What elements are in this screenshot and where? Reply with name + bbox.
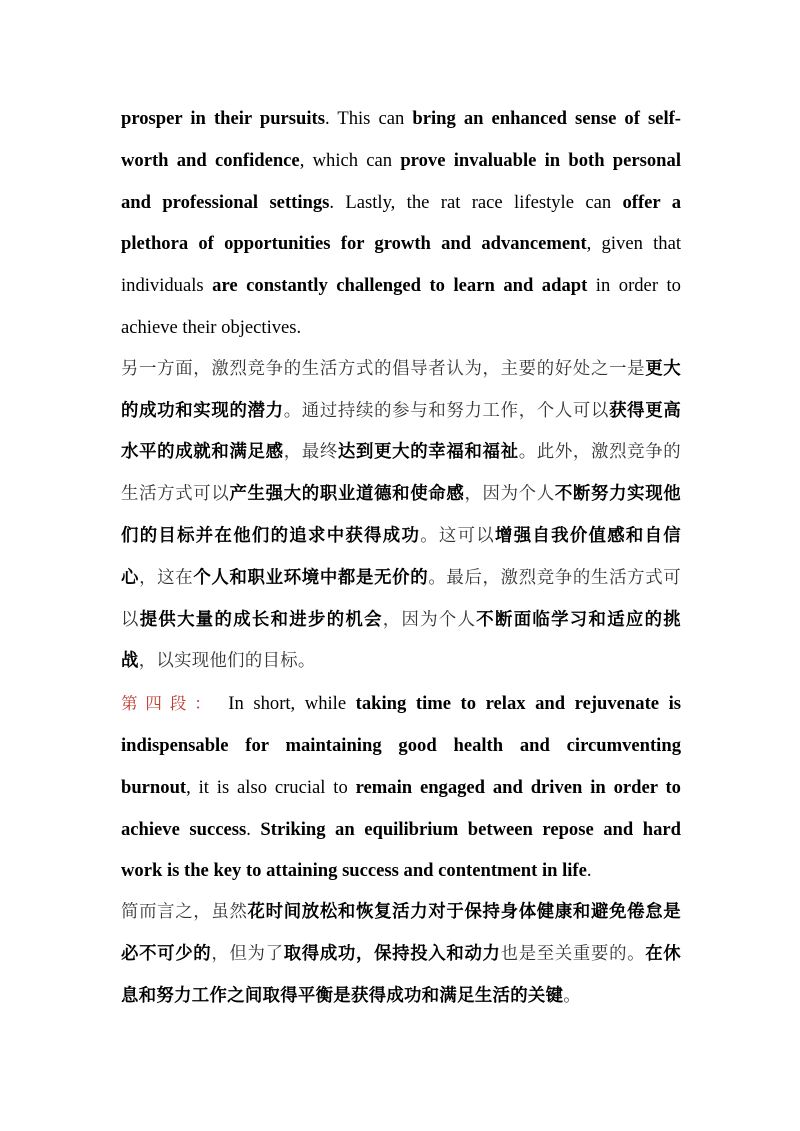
document-page: [121, 98, 681, 1018]
bold-phrase: 获得更高水平的成就和满足感: [121, 400, 682, 463]
text-run: , it is also crucial to: [186, 776, 356, 798]
bold-phrase: bring an enhanced sense of self-worth and confidence: [121, 108, 681, 171]
bold-phrase: 取得成功，保持投入和动力: [283, 943, 501, 964]
bold-phrase: 在休息和努力工作之间取得平衡是获得成功和满足生活的关键: [121, 943, 682, 1006]
bold-phrase: remain engaged and driven in order to achieve success: [121, 776, 681, 840]
text-run: 简而言之，虽然: [121, 902, 248, 923]
text-run: .: [586, 860, 592, 882]
english-paragraph-2: [121, 683, 681, 892]
bold-phrase: prove invaluable in both personal and professional settings: [121, 149, 681, 213]
bold-phrase: 产生强大的职业道德和使命感: [229, 484, 465, 505]
chinese-paragraph-1: [121, 349, 681, 683]
text-run: ，以实现他们的目标。: [138, 651, 316, 672]
text-run: 。此外，激烈竞争的生活方式可以: [121, 442, 681, 505]
text-run: 。通过持续的参与和努力工作，个人可以: [283, 400, 610, 421]
chinese-paragraph-2: [121, 892, 681, 1017]
english-paragraph-1: [121, 98, 681, 349]
text-run: . This can: [324, 108, 413, 129]
text-run: 。: [563, 985, 581, 1006]
bold-phrase: prosper in their pursuits: [121, 108, 325, 129]
text-run: 也是至关重要的。: [500, 943, 646, 964]
bold-phrase: are constantly challenged to learn and adapt: [212, 275, 588, 297]
bold-phrase: taking time to relax and rejuvenate is indispensable for maintaining good health and circumventing burnout: [121, 693, 682, 798]
text-run: , which can: [299, 149, 401, 171]
bold-phrase: 增强自我价值感和自信心: [121, 525, 682, 588]
text-run: ，因为个人: [464, 484, 555, 505]
text-run: in order to achieve their objectives.: [121, 275, 681, 338]
text-run: .: [246, 818, 261, 840]
text-run: . Lastly, the rat race lifestyle can: [329, 191, 623, 213]
bold-phrase: 个人和职业环境中都是无价的: [193, 567, 429, 588]
bold-phrase: 达到更大的幸福和福祉: [337, 442, 519, 463]
text-run: 另一方面，激烈竞争的生活方式的倡导者认为，主要的好处之一是: [121, 358, 646, 379]
text-run: , given that individuals: [121, 233, 681, 297]
section-label: 第四段：: [121, 694, 219, 714]
text-run: 。最后，激烈竞争的生活方式可以: [121, 567, 681, 630]
bold-phrase: 提供大量的成长和进步的机会: [139, 609, 383, 630]
text-run: ，这在: [139, 567, 194, 588]
bold-phrase: 不断努力实现他们的目标并在他们的追求中获得成功: [121, 484, 681, 546]
text-run: ，最终: [283, 442, 338, 463]
bold-phrase: Striking an equilibrium between repose and hard work is the key to attaining success and contentment in life: [121, 818, 682, 882]
bold-phrase: 不断面临学习和适应的挑战: [121, 609, 681, 672]
text-run: 。这可以: [420, 525, 496, 546]
bold-phrase: 花时间放松和恢复活力对于保持身体健康和避免倦怠是必不可少的: [121, 902, 682, 964]
text-run: In short, while: [218, 693, 356, 715]
bold-phrase: 更大的成功和实现的潜力: [121, 358, 682, 421]
text-run: ，但为了: [211, 943, 284, 964]
text-run: ，因为个人: [382, 609, 477, 630]
bold-phrase: offer a plethora of opportunities for growth and advancement: [121, 191, 681, 255]
